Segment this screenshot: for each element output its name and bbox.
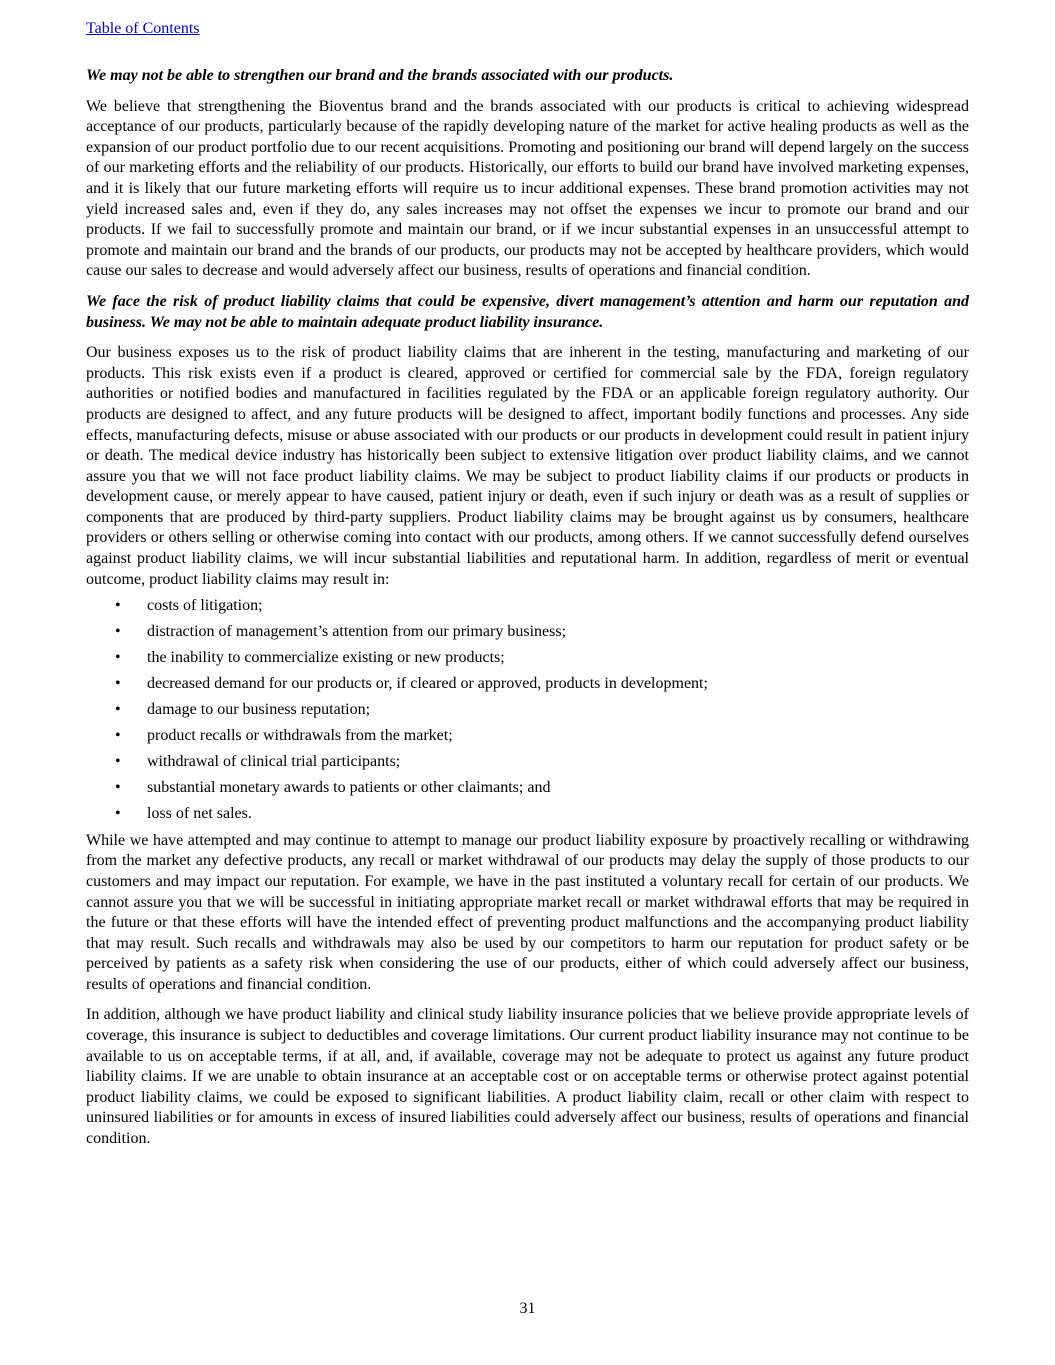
list-item [86,596,969,617]
brand-risk-paragraph: We believe that strengthening the Bioventus brand and the brands associated with our products is critical to achieving widespread acceptance of our products, particularly because of the rapidly developing nature of the market for active healing products as well as the expansion of our product portfolio due to our recent acquisitions. Promoting and positioning our brand will depend largely on the success of our marketing efforts and the reliability of our products. Historically, our efforts to build our brand have involved marketing expenses, and it is likely that our future marketing efforts will require us to incur additional expenses. These brand promotion activities may not yield increased sales and, even if they do, any sales increases may not offset the expenses we incur to promote our brand and our products. If we fail to successfully promote and maintain our brand, or if we incur substantial expenses in an unsuccessful attempt to promote and maintain our brand and the brands of our products, our products may not be accepted by healthcare providers, which would cause our sales to decrease and would adversely affect our business, results of operations and financial condition. [86,97,969,280]
list-item-text: costs of litigation; [147,597,263,615]
list-item-text: withdrawal of clinical trial participants; [147,753,401,771]
list-item-text: the inability to commercialize existing or new products; [147,649,505,667]
recall-paragraph: While we have attempted and may continue to attempt to manage our product liability exposure by proactively recalling or withdrawing from the market any defective products, any recall or market withdrawal of our products may delay the supply of those products to our customers and may impact our reputation. For example, we have in the past instituted a voluntary recall for certain of our products. We cannot assure you that we will be successful in initiating appropriate market recall or market withdrawal efforts that may be required in the future or that these efforts will have the intended effect of preventing product malfunctions and the accompanying product liability that may result. Such recalls and withdrawals may also be used by our competitors to harm our reputation for product safety or be perceived by patients as a safety risk when considering the use of our products, either of which could adversely affect our business, results of operations and financial condition. [86,831,969,993]
bullet-icon: • [115,675,121,693]
list-item [86,752,969,773]
bullet-icon: • [115,727,121,745]
list-item-text: damage to our business reputation; [147,701,371,719]
bullet-icon: • [115,805,121,823]
bullet-icon: • [115,597,121,615]
liability-risk-heading: We face the risk of product liability claims that could be expensive, divert management’s attention and harm our reputation and business. We may not be able to maintain adequate product liability insurance. [86,292,969,331]
document-page [86,18,969,1150]
list-item-text: distraction of management’s attention from our primary business; [147,623,567,641]
bullet-icon: • [115,649,121,667]
page-number: 31 [519,1300,536,1317]
list-item-text: product recalls or withdrawals from the market; [147,727,453,745]
table-of-contents-link[interactable]: Table of Contents [86,20,200,37]
bullet-icon: • [115,753,121,771]
list-item [86,622,969,643]
liability-consequences-list [86,596,969,824]
list-item [86,778,969,799]
liability-risk-paragraph: Our business exposes us to the risk of product liability claims that are inherent in the testing, manufacturing and marketing of our products. This risk exists even if a product is cleared, approved or certified for commercial sale by the FDA, foreign regulatory authorities or notified bodies and manufactured in facilities regulated by the FDA or an applicable foreign regulatory authority. Our products are designed to affect, and any future products will be designed to affect, important bodily functions and processes. Any side effects, manufacturing defects, misuse or abuse associated with our products or our products in development could result in patient injury or death. The medical device industry has historically been subject to extensive litigation over product liability claims, and we cannot assure you that we will not face product liability claims. We may be subject to product liability claims if our products or products in development cause, or merely appear to have caused, patient injury or death, even if such injury or death was as a result of supplies or components that are produced by third-party suppliers. Product liability claims may be brought against us by consumers, healthcare providers or others selling or otherwise coming into contact with our products, among others. If we cannot successfully defend ourselves against product liability claims, we will incur substantial liabilities and reputational harm. In addition, regardless of merit or eventual outcome, product liability claims may result in: [86,344,969,588]
insurance-paragraph: In addition, although we have product liability and clinical study liability insurance policies that we believe provide appropriate levels of coverage, this insurance is subject to deductibles and coverage limitations. Our current product liability insurance may not continue to be available to us on acceptable terms, if at all, and, if available, coverage may not be adequate to protect us against any future product liability claims. If we are unable to obtain insurance at an acceptable cost or on acceptable terms or otherwise protect against potential product liability claims, we could be exposed to significant liabilities. A product liability claim, recall or other claim with respect to uninsured liabilities or for amounts in excess of insured liabilities could adversely affect our business, results of operations and financial condition. [86,1006,969,1148]
bullet-icon: • [115,701,121,719]
list-item [86,726,969,747]
bullet-icon: • [115,623,121,641]
bullet-icon: • [115,779,121,797]
brand-risk-heading: We may not be able to strengthen our brand and the brands associated with our products. [86,67,674,84]
list-item-text: decreased demand for our products or, if cleared or approved, products in development; [147,675,708,693]
list-item-text: loss of net sales. [147,805,252,823]
list-item [86,804,969,825]
list-item [86,700,969,721]
list-item [86,648,969,669]
list-item [86,674,969,695]
list-item-text: substantial monetary awards to patients or other claimants; and [147,779,551,797]
